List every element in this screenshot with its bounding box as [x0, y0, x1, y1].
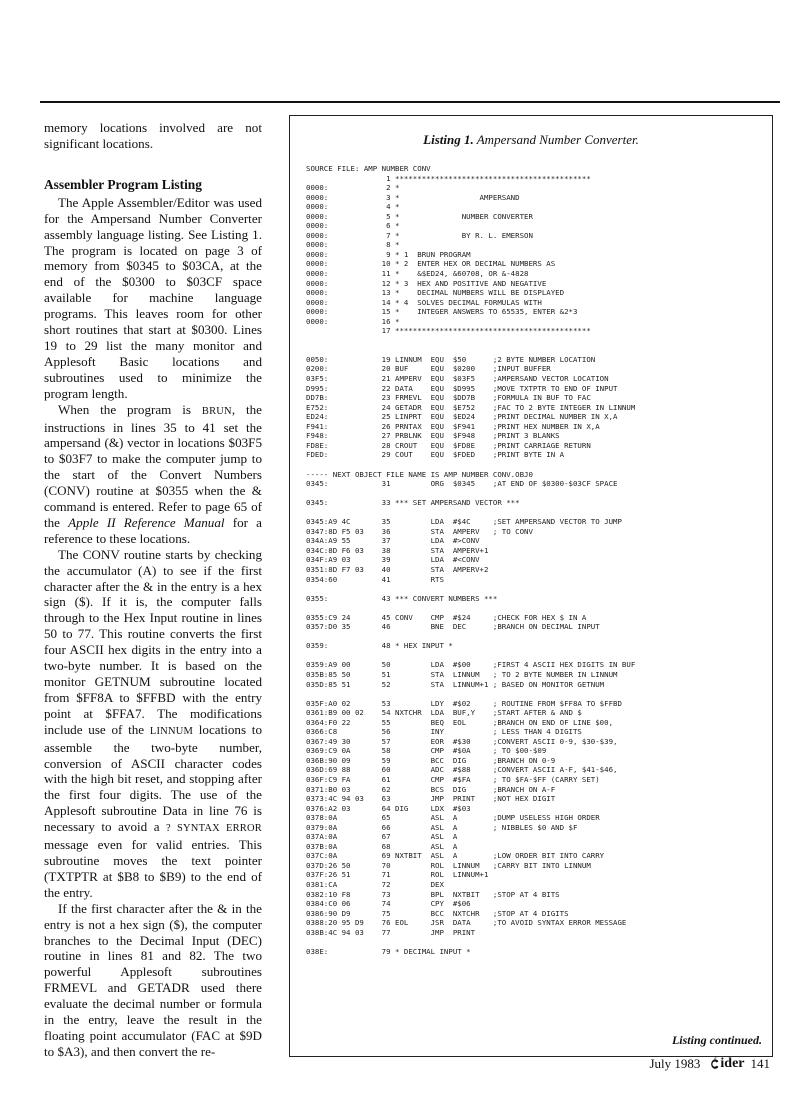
listing-line: 0376:A2 03 64 DIG LDX #$03 [306, 803, 471, 813]
listing-line: 0351:8D F7 03 40 STA AMPERV+2 [306, 564, 489, 574]
listing-blank-line [306, 603, 764, 613]
page-footer [649, 1056, 770, 1072]
listing-blank-line [306, 651, 764, 661]
listing-line: 0357:D0 35 46 BNE DEC ;BRANCH ON DECIMAL INPUT [306, 622, 600, 632]
listing-title [290, 132, 772, 148]
listing-line: 0000: 7 * BY R. L. EMERSON [306, 230, 533, 240]
listing-label: Listing [423, 132, 461, 147]
article-paragraph: memory locations involved are not significant locations. [44, 120, 262, 151]
listing-line: 0345: 31 ORG $0345 ;AT END OF $0300-$03CF SPACE [306, 479, 618, 489]
listing-line: 0000: 14 * 4 SOLVES DECIMAL FORMULAS WITH [306, 297, 542, 307]
text-run: for a reference to these locations. [44, 514, 262, 546]
listing-line: 0373:4C 94 03 63 JMP PRINT ;NOT HEX DIGIT [306, 794, 556, 804]
text-run: locations to assemble the two-byte number, conversion of ASCII character codes with the high bit reset, and stopping after the first four digits. The use of the Applesoft subroutine Data in line 76 is necessary to avoid a [44, 721, 262, 835]
listing-line: 034A:A9 55 37 LDA #>CONV [306, 536, 480, 546]
page-number: 141 [750, 1056, 770, 1071]
listing-line: 0347:8D F5 03 36 STA AMPERV ; TO CONV [306, 526, 533, 536]
listing-line: 0355:C9 24 45 CONV CMP #$24 ;CHECK FOR HEX $ IN A [306, 612, 587, 622]
listing-line: E752: 24 GETADR EQU $E752 ;FAC TO 2 BYTE INTEGER IN LINNUM [306, 402, 636, 412]
listing-line: 0000: 13 * DECIMAL NUMBERS WILL BE DISPLAYED [306, 288, 565, 298]
listing-box [289, 115, 773, 1057]
listing-line: 037C:0A 69 NXTBIT ASL A ;LOW ORDER BIT INTO CARRY [306, 851, 605, 861]
listing-line: 0000: 4 * [306, 202, 400, 212]
listing-line: 0364:F0 22 55 BEQ EOL ;BRANCH ON END OF LINE $00, [306, 717, 614, 727]
listing-line: 038E: 79 * DECIMAL INPUT * [306, 946, 471, 956]
article-paragraph [44, 402, 262, 547]
listing-blank-line [306, 937, 764, 947]
listing-code [306, 164, 764, 956]
listing-line: 0050: 19 LINNUM EQU $50 ;2 BYTE NUMBER LOCATION [306, 354, 596, 364]
listing-line: F941: 26 PRNTAX EQU $F941 ;PRINT HEX NUMBER IN X,A [306, 421, 600, 431]
syntax-error-term: ? SYNTAX ERROR [166, 823, 262, 835]
apple-c-logo-icon [706, 1056, 744, 1072]
article-paragraph: The Apple Assembler/Editor was used for the Ampersand Number Converter assembly language listing. See Listing 1. The program is located on page 3 of memory from $0345 to $03CA, at the end of the $0300 to $03CF space available for machine language programs. This leaves room for other short routines that start at $0300. Lines 19 to 29 list the many monitor and Applesoft Basic locations and subroutines used to minimize the program length. [44, 194, 262, 401]
listing-line: 0378:0A 65 ASL A ;DUMP USELESS HIGH ORDER [306, 813, 600, 823]
listing-line: 0000: 5 * NUMBER CONVERTER [306, 211, 533, 221]
listing-line: F948: 27 PRBLNK EQU $F948 ;PRINT 3 BLANKS [306, 431, 560, 441]
listing-line: 0369:C9 0A 58 CMP #$0A ; TO $00-$09 [306, 746, 547, 756]
manual-title: Apple II Reference Manual [68, 514, 225, 530]
listing-line: FD8E: 28 CROUT EQU $FD8E ;PRINT CARRIAGE RETURN [306, 440, 591, 450]
listing-line: 0000: 16 * [306, 316, 400, 326]
listing-line: 037F:26 51 71 ROL LINNUM+1 [306, 870, 489, 880]
listing-blank-line [306, 632, 764, 642]
listing-blank-line [306, 336, 764, 346]
listing-line: 0361:B9 00 02 54 NXTCHR LDA BUF,Y ;START AFTER & AND $ [306, 708, 582, 718]
listing-line: 035B:85 50 51 STA LINNUM ; TO 2 BYTE NUMBER IN LINNUM [306, 669, 618, 679]
listing-line: 0379:0A 66 ASL A ; NIBBLES $0 AND $F [306, 822, 578, 832]
top-rule [40, 101, 780, 103]
listing-line: 0000: 9 * 1 BRUN PROGRAM [306, 249, 471, 259]
listing-line: 0355: 43 *** CONVERT NUMBERS *** [306, 593, 498, 603]
listing-blank-line [306, 460, 764, 470]
listing-line: 0354:60 41 RTS [306, 574, 444, 584]
listing-line: 0000: 11 * &$ED24, &60708, OR &-4828 [306, 269, 529, 279]
listing-line: DD7B: 23 FRMEVL EQU $DD7B ;FORMULA IN BUF TO FAC [306, 393, 591, 403]
listing-line: 034F:A9 03 39 LDA #<CONV [306, 555, 480, 565]
listing-number: 1. [460, 132, 474, 147]
listing-line: ----- NEXT OBJECT FILE NAME IS AMP NUMBER CONV.OBJ0 [306, 469, 533, 479]
listing-line: 0388:20 95 D9 76 EOL JSR DATA ;TO AVOID SYNTAX ERROR MESSAGE [306, 918, 627, 928]
listing-blank-line [306, 689, 764, 699]
article-column [44, 120, 262, 1060]
listing-line: 035D:85 51 52 STA LINNUM+1 ; BASED ON MONITOR GETNUM [306, 679, 605, 689]
listing-line: 0386:90 D9 75 BCC NXTCHR ;STOP AT 4 DIGITS [306, 908, 569, 918]
brand-name: ider [720, 1056, 745, 1071]
brun-command: BRUN [201, 405, 232, 417]
listing-line: 03F5: 21 AMPERV EQU $03F5 ;AMPERSAND VECTOR LOCATION [306, 374, 609, 384]
listing-line: 0000: 8 * [306, 240, 400, 250]
listing-line: 0381:CA 72 DEX [306, 880, 444, 890]
listing-line: 035F:A0 02 53 LDY #$02 ; ROUTINE FROM $FF8A TO $FFBD [306, 698, 622, 708]
listing-line: 0200: 20 BUF EQU $0200 ;INPUT BUFFER [306, 364, 551, 374]
listing-line: 034C:8D F6 03 38 STA AMPERV+1 [306, 545, 489, 555]
listing-line: 0000: 12 * 3 HEX AND POSITIVE AND NEGATIVE [306, 278, 547, 288]
listing-blank-line [306, 508, 764, 518]
listing-line: 0366:C8 56 INY ; LESS THAN 4 DIGITS [306, 727, 582, 737]
listing-line: 0345: 33 *** SET AMPERSAND VECTOR *** [306, 498, 520, 508]
listing-blank-line [306, 345, 764, 355]
listing-line: FDED: 29 COUT EQU $FDED ;PRINT BYTE IN A [306, 450, 565, 460]
listing-line: ED24: 25 LINPRT EQU $ED24 ;PRINT DECIMAL NUMBER IN X,A [306, 412, 618, 422]
listing-blank-line [306, 584, 764, 594]
listing-blank-line [306, 489, 764, 499]
listing-line: 0359:A9 00 50 LDA #$00 ;FIRST 4 ASCII HEX DIGITS IN BUF [306, 660, 636, 670]
listing-line: 1 ******************************************** [306, 173, 591, 183]
listing-line: 036D:69 88 60 ADC #$88 ;CONVERT ASCII A-F, $41-$46, [306, 765, 618, 775]
apple-logo-icon [706, 1057, 720, 1071]
listing-line: 0000: 15 * INTEGER ANSWERS TO 65535, ENTER &2*3 [306, 307, 578, 317]
listing-line: 038B:4C 94 03 77 JMP PRINT [306, 927, 476, 937]
listing-line: 17 ******************************************** [306, 326, 591, 336]
listing-line: 0000: 2 * [306, 183, 400, 193]
listing-line: 037A:0A 67 ASL A [306, 832, 458, 842]
listing-line: 036F:C9 FA 61 CMP #$FA ; TO $FA-$FF (CARRY SET) [306, 775, 600, 784]
text-run: The CONV routine starts by checking the accumulator (A) to see if the first character after the & in the entry is a hex sign ($). If it is, the computer falls through to the Hex Input routine in lines 50 to 77. This routine converts the first four ASCII hex digits in the entry into a two-byte number. It is based on the monitor GETNUM subroutine located from $FF8A to $FFBD with the entry point at $FFA7. The modifications include use of the [44, 546, 262, 737]
listing-line: 0000: 6 * [306, 221, 400, 231]
listing-line: 0345:A9 4C 35 LDA #$4C ;SET AMPERSAND VECTOR TO JUMP [306, 517, 622, 527]
listing-line: SOURCE FILE: AMP NUMBER CONV [306, 164, 431, 173]
text-run: message even for valid entries. This subroutine moves the text pointer (TXTPTR at $B8 to $B9) to the end of the entry. [44, 837, 262, 900]
listing-line: 0384:C0 06 74 CPY #$06 [306, 899, 471, 909]
listing-line: 037D:26 50 70 ROL LINNUM ;CARRY BIT INTO LINNUM [306, 860, 591, 870]
issue-date: July 1983 [649, 1056, 701, 1071]
listing-line: 036B:90 09 59 BCC DIG ;BRANCH ON 0-9 [306, 755, 556, 765]
article-paragraph: If the first character after the & in the entry is not a hex sign ($), the computer branches to the Decimal Input (DEC) routine in lines 81 and 82. The two powerful Applesoft subroutines FRMEVL and GETADR used there evaluate the decimal number or formula in the entry, leave the result in the floating point accumulator (FAC at $9D to $A3), and then convert the re- [44, 900, 262, 1059]
listing-line: 0367:49 30 57 EOR #$30 ;CONVERT ASCII 0-9, $30-$39, [306, 736, 618, 746]
listing-continued: Listing continued. [671, 1033, 762, 1047]
listing-line: 0382:10 F8 73 BPL NXTBIT ;STOP AT 4 BITS [306, 889, 560, 899]
listing-line: 037B:0A 68 ASL A [306, 841, 458, 851]
section-heading: Assembler Program Listing [44, 176, 202, 192]
linnum-term: LINNUM [149, 725, 194, 737]
text-run: When the program is [58, 401, 202, 417]
listing-line: 0371:B0 03 62 BCS DIG ;BRANCH ON A-F [306, 784, 556, 794]
text-run: , the instructions in lines 35 to 41 set the ampersand (&) vector in locations $03F5 to $03F7 to make the computer jump to the start of the Convert Numbers (CONV) routine at $0355 when the & command is entered. Refer to page 65 of the [44, 401, 262, 530]
listing-line: 0359: 48 * HEX INPUT * [306, 641, 453, 651]
listing-line: 0000: 10 * 2 ENTER HEX OR DECIMAL NUMBERS AS [306, 259, 556, 269]
listing-caption: Ampersand Number Converter. [473, 132, 639, 147]
article-paragraph [44, 547, 262, 901]
listing-line: D995: 22 DATA EQU $D995 ;MOVE TXTPTR TO END OF INPUT [306, 383, 618, 393]
listing-line: 0000: 3 * AMPERSAND [306, 192, 520, 202]
